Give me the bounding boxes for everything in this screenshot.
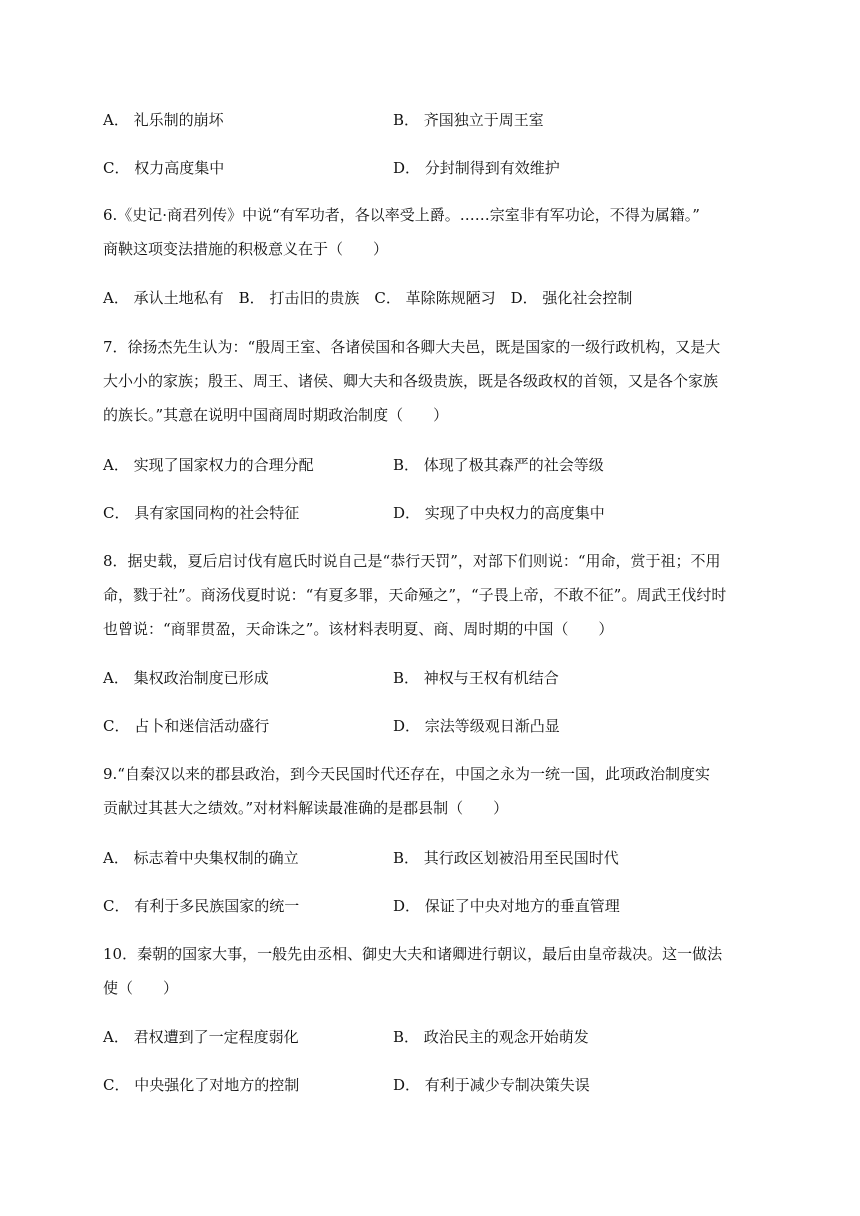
q6-stem-line-1: 6.《史记·商君列传》中说“有军功者，各以率受上爵。……宗室非有军功论，不得为属籍。”	[103, 206, 700, 224]
q7-stem-line-3: 的族长。”其意在说明中国商周时期政治制度（ ）	[103, 406, 449, 424]
q8-option-a: A． 集权政治制度已形成	[103, 669, 269, 687]
q5-option-c: C． 权力高度集中	[103, 159, 225, 177]
q10-stem-line-1: 10．秦朝的国家大事，一般先由丞相、御史大夫和诸卿进行朝议，最后由皇帝裁决。这一做法	[103, 945, 723, 963]
q8-stem-line-3: 也曾说：“商罪贯盈，天命诛之”。该材料表明夏、商、周时期的中国（ ）	[103, 620, 614, 638]
q8-option-d: D． 宗法等级观日渐凸显	[393, 717, 560, 735]
q7-option-b: B． 体现了极其森严的社会等级	[393, 456, 604, 474]
q6-stem-line-2: 商鞅这项变法措施的积极意义在于（ ）	[103, 240, 389, 258]
q6-options: A． 承认土地私有 B． 打击旧的贵族 C． 革除陈规陋习 D． 强化社会控制	[103, 289, 633, 307]
q5-option-b: B． 齐国独立于周王室	[393, 111, 544, 129]
q8-option-c: C． 占卜和迷信活动盛行	[103, 717, 270, 735]
q8-stem-line-1: 8．据史载，夏后启讨伐有扈氏时说自己是“恭行天罚”，对部下们则说：“用命，赏于祖；不用	[103, 552, 721, 570]
q7-option-c: C． 具有家国同构的社会特征	[103, 504, 300, 522]
q10-option-a: A． 君权遭到了一定程度弱化	[103, 1028, 299, 1046]
q10-option-b: B． 政治民主的观念开始萌发	[393, 1028, 589, 1046]
q5-option-d: D． 分封制得到有效维护	[393, 159, 560, 177]
q5-option-a: A． 礼乐制的崩坏	[103, 111, 224, 129]
q9-option-d: D． 保证了中央对地方的垂直管理	[393, 897, 620, 915]
q10-option-c: C． 中央强化了对地方的控制	[103, 1076, 300, 1094]
q9-option-c: C． 有利于多民族国家的统一	[103, 897, 300, 915]
q9-stem-line-2: 贡献过其甚大之绩效。”对材料解读最准确的是郡县制（ ）	[103, 799, 509, 817]
q7-stem-line-1: 7．徐扬杰先生认为：“殷周王室、各诸侯国和各卿大夫邑，既是国家的一级行政机构，又是大	[103, 338, 721, 356]
q9-stem-line-1: 9.“自秦汉以来的郡县政治，到今天民国时代还存在，中国之永为一统一国，此项政治制度实	[103, 765, 710, 783]
q10-option-d: D． 有利于减少专制决策失误	[393, 1076, 590, 1094]
q7-stem-line-2: 大小小的家族；殷王、周王、诸侯、卿大夫和各级贵族，既是各级政权的首领，又是各个家族	[103, 372, 719, 390]
q9-option-a: A． 标志着中央集权制的确立	[103, 849, 299, 867]
q8-stem-line-2: 命，戮于社”。商汤伐夏时说：“有夏多罪，天命殛之”，“子畏上帝，不敢不征”。周武王伐纣时	[103, 586, 727, 604]
q7-option-a: A． 实现了国家权力的合理分配	[103, 456, 314, 474]
q8-option-b: B． 神权与王权有机结合	[393, 669, 559, 687]
q9-option-b: B． 其行政区划被沿用至民国时代	[393, 849, 619, 867]
q10-stem-line-2: 使（ ）	[103, 979, 179, 997]
q7-option-d: D． 实现了中央权力的高度集中	[393, 504, 605, 522]
